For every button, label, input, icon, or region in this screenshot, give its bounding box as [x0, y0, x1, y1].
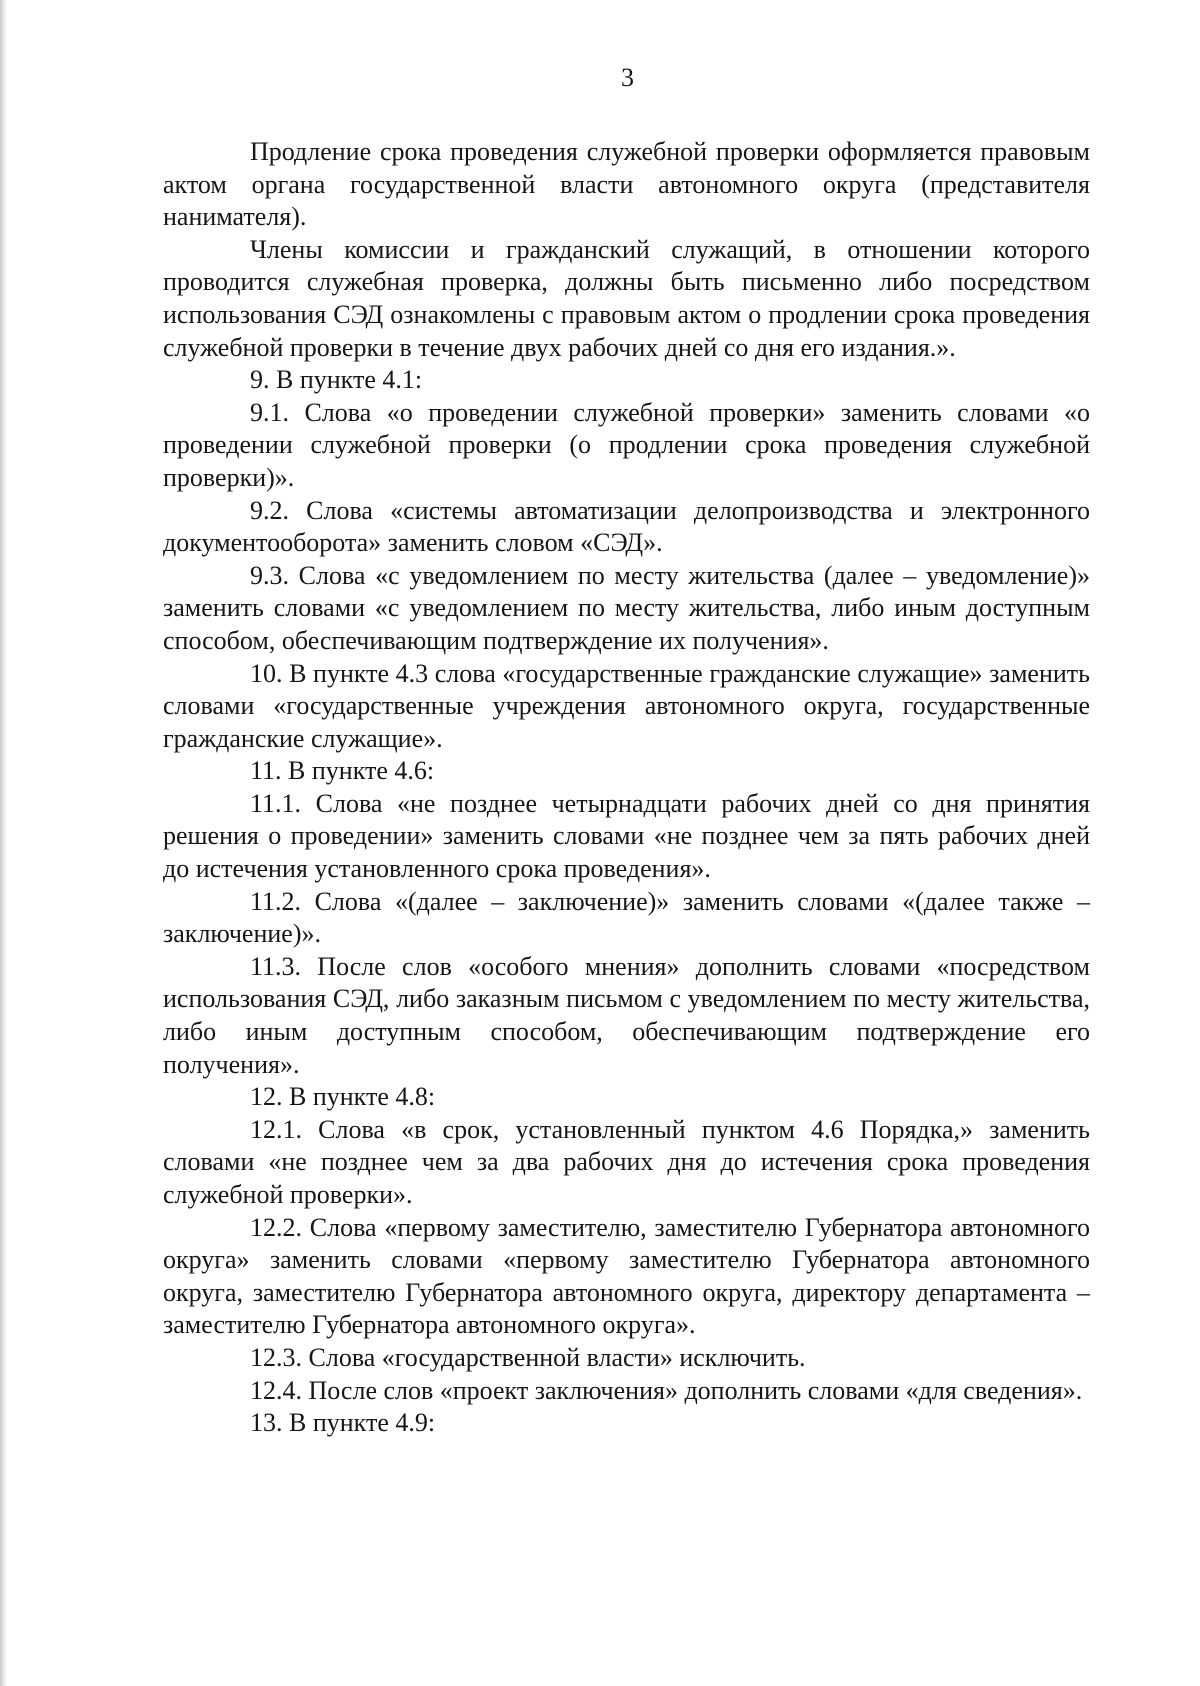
paragraph: 11.2. Слова «(далее – заключение)» заменить словами «(далее также – заключение)». [163, 886, 1090, 949]
paragraph: 12. В пункте 4.8: [250, 1082, 436, 1112]
paragraph: 12.4. После слов «проект заключения» дополнить словами «для сведения». [250, 1375, 1083, 1405]
paragraph: 9.1. Слова «о проведении служебной проверки» заменить словами «о проведении служебной проверки (о продлении срока проведения служебной проверки)». [163, 397, 1090, 492]
scan-edge [0, 0, 7, 1686]
paragraph: 9.3. Слова «с уведомлением по месту жительства (далее – уведомление)» заменить словами «с уведомлением по месту жительства, либо иным доступным способом, обеспечивающим подтверждение их получения». [163, 560, 1090, 655]
paragraph: 9. В пункте 4.1: [250, 365, 423, 395]
paragraph: 12.2. Слова «первому заместителю, заместителю Губернатора автономного округа» заменить словами «первому заместителю Губернатора автономного округа, заместителю Губернатора автономного округа, директору департамента – заместителю Губернатора автономного округа». [163, 1212, 1090, 1340]
paragraph: 11. В пункте 4.6: [250, 756, 435, 786]
paragraph: 9.2. Слова «системы автоматизации делопроизводства и электронного документооборота» заменить словом «СЭД». [163, 495, 1090, 558]
paragraph: 11.1. Слова «не позднее четырнадцати рабочих дней со дня принятия решения о проведении» заменить словами «не позднее чем за пять рабочих дней до истечения установленного срока проведения». [163, 788, 1090, 884]
paragraph: 11.3. После слов «особого мнения» дополнить словами «посредством использования СЭД, либо заказным письмом с уведомлением по месту жительства, либо иным доступным способом, обеспечивающим подтверждение его получения». [163, 951, 1090, 1079]
paragraph: Члены комиссии и гражданский служащий, в отношении которого проводится служебная проверка, должны быть письменно либо посредством использования СЭД ознакомлены с правовым актом о продлении срока проведения служебной проверки в течение двух рабочих дней со дня его издания.». [163, 234, 1090, 362]
paragraph: 12.1. Слова «в срок, установленный пунктом 4.6 Порядка,» заменить словами «не позднее чем за два рабочих дня до истечения срока проведения служебной проверки». [163, 1114, 1090, 1209]
document-body [163, 136, 1090, 1440]
page-number: 3 [621, 63, 634, 92]
paragraph: 10. В пункте 4.3 слова «государственные гражданские служащие» заменить словами «государственные учреждения автономного округа, государственные гражданские служащие». [163, 658, 1090, 753]
paragraph: 13. В пункте 4.9: [250, 1408, 436, 1438]
paragraph: Продление срока проведения служебной проверки оформляется правовым актом органа государственной власти автономного округа (представителя нанимателя). [163, 137, 1090, 232]
paragraph: 12.3. Слова «государственной власти» исключить. [250, 1342, 806, 1372]
